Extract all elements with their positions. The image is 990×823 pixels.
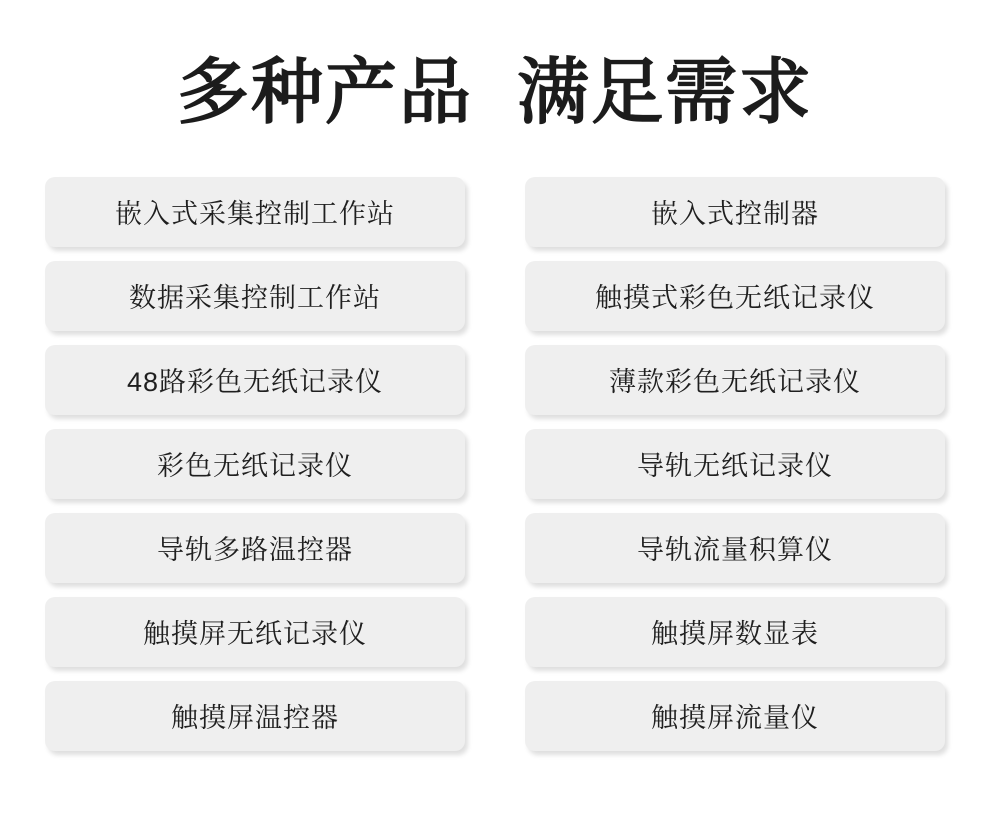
list-item[interactable]: 薄款彩色无纸记录仪 bbox=[525, 345, 945, 415]
list-item[interactable]: 导轨流量积算仪 bbox=[525, 513, 945, 583]
list-item[interactable]: 触摸屏流量仪 bbox=[525, 681, 945, 751]
product-columns bbox=[0, 177, 990, 751]
list-item[interactable]: 触摸屏温控器 bbox=[45, 681, 465, 751]
list-item[interactable]: 彩色无纸记录仪 bbox=[45, 429, 465, 499]
right-column bbox=[525, 177, 945, 751]
list-item[interactable]: 嵌入式采集控制工作站 bbox=[45, 177, 465, 247]
list-item[interactable]: 导轨多路温控器 bbox=[45, 513, 465, 583]
list-item[interactable]: 嵌入式控制器 bbox=[525, 177, 945, 247]
list-item[interactable]: 导轨无纸记录仪 bbox=[525, 429, 945, 499]
list-item[interactable]: 数据采集控制工作站 bbox=[45, 261, 465, 331]
page-title: 多种产品 满足需求 bbox=[176, 53, 813, 133]
list-item[interactable]: 触摸式彩色无纸记录仪 bbox=[525, 261, 945, 331]
list-item[interactable]: 触摸屏数显表 bbox=[525, 597, 945, 667]
left-column bbox=[45, 177, 465, 751]
list-item[interactable]: 48路彩色无纸记录仪 bbox=[45, 345, 465, 415]
list-item[interactable]: 触摸屏无纸记录仪 bbox=[45, 597, 465, 667]
